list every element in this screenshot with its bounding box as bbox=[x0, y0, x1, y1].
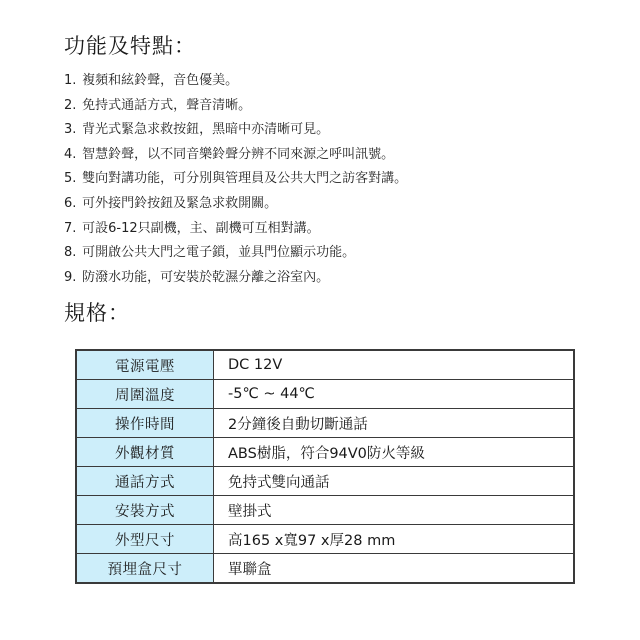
spec-label: 預埋盒尺寸 bbox=[76, 554, 214, 584]
feature-item-8 bbox=[64, 241, 407, 266]
feature-item-9 bbox=[64, 266, 407, 291]
spec-row-installation bbox=[76, 496, 574, 525]
spec-value: 2分鐘後自動切斷通話 bbox=[214, 409, 575, 438]
feature-text: 背光式緊急求救按鈕，黑暗中亦清晰可見。 bbox=[82, 122, 330, 138]
spec-label: 外型尺寸 bbox=[76, 525, 214, 554]
spec-value: DC 12V bbox=[214, 350, 575, 380]
features-heading: 功能及特點： bbox=[64, 34, 196, 58]
spec-label: 通話方式 bbox=[76, 467, 214, 496]
feature-number: 4. bbox=[64, 146, 77, 162]
spec-label: 操作時間 bbox=[76, 409, 214, 438]
feature-text: 可外接門鈴按鈕及緊急求救開關。 bbox=[82, 195, 278, 211]
feature-number: 9. bbox=[64, 269, 77, 285]
spec-row-power-voltage bbox=[76, 350, 574, 380]
spec-label: 周圍溫度 bbox=[76, 380, 214, 409]
spec-row-backbox-size bbox=[76, 554, 574, 584]
spec-value: ABS樹脂，符合94V0防火等級 bbox=[214, 438, 575, 467]
feature-text: 免持式通話方式，聲音清晰。 bbox=[82, 97, 252, 113]
feature-number: 2. bbox=[64, 97, 77, 113]
feature-text: 智慧鈴聲，以不同音樂鈴聲分辨不同來源之呼叫訊號。 bbox=[82, 146, 395, 162]
spec-value: 單聯盒 bbox=[214, 554, 575, 584]
spec-table bbox=[75, 349, 575, 584]
spec-label: 電源電壓 bbox=[76, 350, 214, 380]
feature-number: 6. bbox=[64, 195, 77, 211]
feature-item-1 bbox=[64, 69, 407, 94]
spec-row-operating-time bbox=[76, 409, 574, 438]
spec-row-call-mode bbox=[76, 467, 574, 496]
feature-item-4 bbox=[64, 143, 407, 168]
feature-text: 防潑水功能，可安裝於乾濕分離之浴室內。 bbox=[82, 269, 330, 285]
spec-label: 外觀材質 bbox=[76, 438, 214, 467]
spec-row-material bbox=[76, 438, 574, 467]
feature-number: 3. bbox=[64, 122, 77, 138]
feature-list bbox=[64, 69, 407, 290]
spec-value: 壁掛式 bbox=[214, 496, 575, 525]
spec-value: 高165 x寬97 x厚28 mm bbox=[214, 525, 575, 554]
spec-value: -5℃ ~ 44℃ bbox=[214, 380, 575, 409]
feature-item-6 bbox=[64, 192, 407, 217]
feature-item-2 bbox=[64, 94, 407, 119]
feature-text: 可開啟公共大門之電子鎖，並具門位顯示功能。 bbox=[82, 245, 356, 261]
feature-number: 1. bbox=[64, 73, 77, 88]
feature-text: 複頻和絃鈴聲，音色優美。 bbox=[82, 73, 239, 88]
spec-row-ambient-temperature bbox=[76, 380, 574, 409]
feature-number: 7. bbox=[64, 220, 77, 236]
feature-number: 8. bbox=[64, 245, 77, 261]
feature-item-7 bbox=[64, 217, 407, 242]
feature-text: 雙向對講功能，可分別與管理員及公共大門之訪客對講。 bbox=[82, 171, 408, 187]
spec-row-dimensions bbox=[76, 525, 574, 554]
feature-item-5 bbox=[64, 167, 407, 192]
spec-label: 安裝方式 bbox=[76, 496, 214, 525]
specs-heading: 規格： bbox=[64, 301, 130, 325]
feature-item-3 bbox=[64, 118, 407, 143]
feature-number: 5. bbox=[64, 171, 77, 187]
spec-value: 免持式雙向通話 bbox=[214, 467, 575, 496]
feature-text: 可設6-12只副機，主、副機可互相對講。 bbox=[82, 220, 320, 236]
